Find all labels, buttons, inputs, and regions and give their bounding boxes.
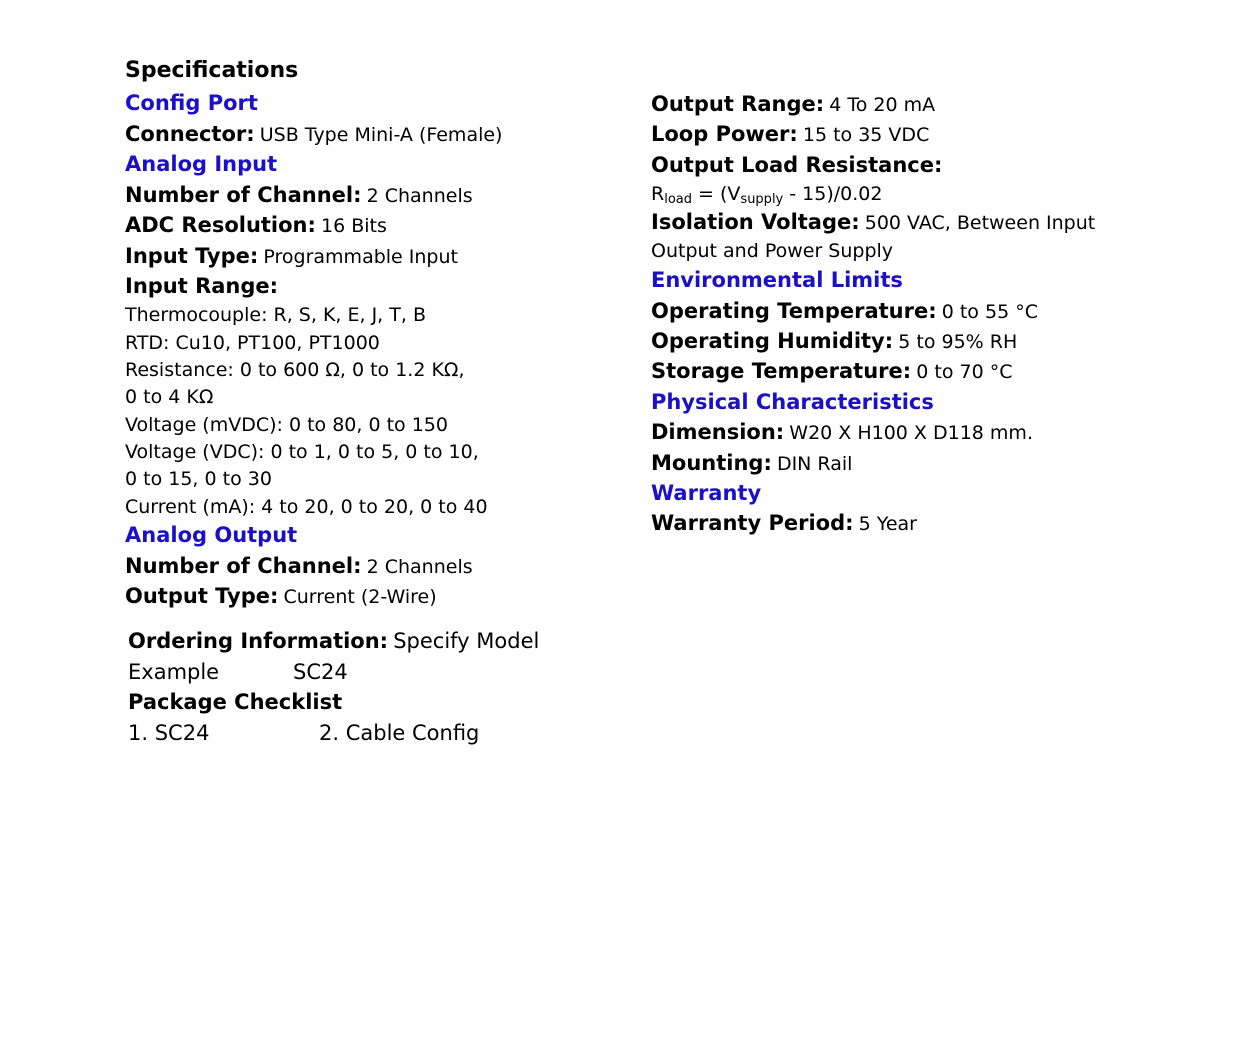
formula-r-sub: load [664,192,692,207]
spec-value: 15 to 35 VDC [802,124,930,146]
spec-value: 500 VAC, Between Input [864,212,1096,234]
spec-storage-temperature [651,359,1012,383]
spec-label: Warranty Period: [651,511,854,535]
spec-value: W20 X H100 X D118 mm. [789,422,1033,444]
spec-value: 5 Year [858,513,917,535]
spec-operating-temperature [651,299,1038,323]
load-resistance-formula [651,183,882,205]
spec-value: DIN Rail [776,453,853,475]
spec-label: Dimension: [651,420,785,444]
section-environmental-limits: Environmental Limits [651,268,903,292]
spec-value: 2 Channels [366,556,473,578]
range-line: RTD: Cu10, PT100, PT1000 [125,332,380,354]
section-analog-output: Analog Output [125,523,298,547]
spec-input-range-label: Input Range: [125,274,279,298]
spec-label: Loop Power: [651,122,798,146]
page-title: Specifications [125,58,299,83]
spec-value: 2 Channels [366,185,473,207]
spec-mounting [651,451,852,475]
range-line: Current (mA): 4 to 20, 0 to 20, 0 to 40 [125,496,488,518]
formula-end: - 15)/0.02 [783,183,883,205]
spec-label: Output Type: [125,584,279,608]
spec-label: Operating Humidity: [651,329,894,353]
spec-input-type [125,244,458,268]
spec-load-resistance-label: Output Load Resistance: [651,153,943,177]
range-line: 0 to 4 KΩ [125,386,214,408]
formula-v-sub: supply [740,192,784,207]
range-line: Resistance: 0 to 600 Ω, 0 to 1.2 KΩ, [125,359,465,381]
spec-value: 0 to 55 °C [941,301,1038,323]
spec-isolation-continued: Output and Power Supply [651,240,894,262]
section-physical-characteristics: Physical Characteristics [651,390,934,414]
spec-label: Isolation Voltage: [651,210,860,234]
ordering-information [128,629,539,653]
spec-label: Input Type: [125,244,259,268]
spec-label: Storage Temperature: [651,359,912,383]
section-analog-input: Analog Input [125,152,278,176]
spec-dimension [651,420,1033,444]
checklist-item: 1. SC24 [128,721,210,745]
ordering-label: Ordering Information: [128,629,389,653]
formula-r: R [651,183,665,205]
ordering-example-value: SC24 [293,660,348,684]
spec-value: 5 to 95% RH [898,331,1018,353]
checklist-item: 2. Cable Config [319,721,480,745]
spec-operating-humidity [651,329,1017,353]
spec-label: Connector: [125,122,255,146]
package-checklist-label: Package Checklist [128,690,343,714]
spec-label: ADC Resolution: [125,213,316,237]
spec-loop-power [651,122,929,146]
spec-label: Number of Channel: [125,183,362,207]
spec-warranty-period [651,511,917,535]
spec-output-type [125,584,437,608]
ordering-value: Specify Model [393,629,540,653]
spec-isolation-voltage [651,210,1095,234]
spec-connector [125,122,502,146]
section-warranty: Warranty [651,481,762,505]
spec-value: 16 Bits [321,215,387,237]
spec-value: Current (2-Wire) [283,586,437,608]
spec-input-channels [125,183,473,207]
spec-value: USB Type Mini-A (Female) [259,124,503,146]
spec-label: Number of Channel: [125,554,362,578]
spec-label: Operating Temperature: [651,299,937,323]
range-line: Voltage (VDC): 0 to 1, 0 to 5, 0 to 10, [125,441,479,463]
spec-output-range [651,92,935,116]
range-line: Voltage (mVDC): 0 to 80, 0 to 150 [125,414,448,436]
spec-label: Output Range: [651,92,825,116]
range-line: Thermocouple: R, S, K, E, J, T, B [125,304,426,326]
section-config-port: Config Port [125,91,258,115]
spec-label: Mounting: [651,451,772,475]
spec-value: Programmable Input [263,246,458,268]
range-line: 0 to 15, 0 to 30 [125,468,272,490]
formula-mid: = (V [692,183,741,205]
spec-value: 4 To 20 mA [829,94,936,116]
ordering-example-label: Example [128,660,220,684]
spec-value: 0 to 70 °C [916,361,1013,383]
spec-adc-resolution [125,213,387,237]
spec-output-channels [125,554,473,578]
